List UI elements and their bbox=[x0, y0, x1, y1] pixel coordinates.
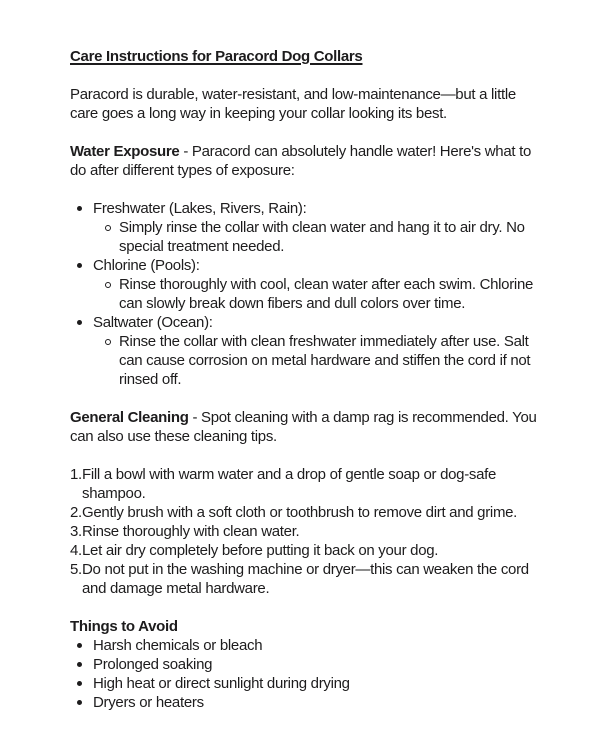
avoid-item-text: High heat or direct sunlight during drying bbox=[93, 675, 350, 692]
list-item-chlorine bbox=[70, 256, 545, 313]
sub-list-item bbox=[93, 275, 545, 313]
avoid-item-text: Harsh chemicals or bleach bbox=[93, 637, 263, 654]
water-exposure-heading: Water Exposure bbox=[70, 143, 180, 160]
cleaning-step-text: Do not put in the washing machine or dryer—this can weaken the cord and damage metal hardware. bbox=[82, 561, 529, 597]
list-item-label: Freshwater (Lakes, Rivers, Rain): bbox=[93, 200, 307, 217]
cleaning-step-text: Rinse thoroughly with clean water. bbox=[82, 523, 300, 540]
sub-list-item-text: Rinse thoroughly with cool, clean water after each swim. Chlorine can slowly break down fibers and dull colors over time. bbox=[119, 276, 534, 312]
sub-list-item bbox=[93, 218, 545, 256]
cleaning-step bbox=[70, 560, 545, 598]
freshwater-sub-list bbox=[93, 218, 545, 256]
cleaning-step-text: Fill a bowl with warm water and a drop of gentle soap or dog-safe shampoo. bbox=[82, 466, 497, 502]
cleaning-step-text: Gently brush with a soft cloth or toothbrush to remove dirt and grime. bbox=[82, 504, 518, 521]
cleaning-step bbox=[70, 522, 545, 541]
sub-list-item bbox=[93, 332, 545, 389]
avoid-item bbox=[70, 655, 545, 674]
general-cleaning-lead: - Spot cleaning with a damp rag is recommended. You can also use these cleaning tips. bbox=[70, 409, 537, 445]
things-to-avoid-heading bbox=[70, 617, 545, 636]
sub-list-item-text: Rinse the collar with clean freshwater immediately after use. Salt can cause corrosion on metal hardware and stiffen the cord if not rinsed off. bbox=[119, 333, 531, 388]
cleaning-step bbox=[70, 503, 545, 522]
general-cleaning-heading: General Cleaning bbox=[70, 409, 189, 426]
general-cleaning-paragraph bbox=[70, 408, 545, 446]
water-exposure-lead: - Paracord can absolutely handle water! Here's what to do after different types of exposure: bbox=[70, 143, 532, 179]
avoid-item bbox=[70, 674, 545, 693]
list-item-label: Chlorine (Pools): bbox=[93, 257, 200, 274]
cleaning-step bbox=[70, 465, 545, 503]
list-item-freshwater bbox=[70, 199, 545, 256]
water-exposure-list bbox=[70, 199, 545, 389]
cleaning-steps-list bbox=[70, 465, 545, 598]
avoid-item-text: Prolonged soaking bbox=[93, 656, 213, 673]
list-item-label: Saltwater (Ocean): bbox=[93, 314, 213, 331]
water-exposure-paragraph bbox=[70, 142, 545, 180]
cleaning-step-text: Let air dry completely before putting it back on your dog. bbox=[82, 542, 439, 559]
avoid-item bbox=[70, 636, 545, 655]
saltwater-sub-list bbox=[93, 332, 545, 389]
sub-list-item-text: Simply rinse the collar with clean water and hang it to air dry. No special treatment needed. bbox=[119, 219, 525, 255]
avoid-item-text: Dryers or heaters bbox=[93, 694, 204, 711]
avoid-item bbox=[70, 693, 545, 712]
things-to-avoid-heading-text: Things to Avoid bbox=[70, 618, 178, 635]
document-title: Care Instructions for Paracord Dog Collars bbox=[70, 48, 363, 65]
cleaning-step bbox=[70, 541, 545, 560]
intro-paragraph: Paracord is durable, water-resistant, and low-maintenance—but a little care goes a long way in keeping your collar looking its best. bbox=[70, 86, 516, 122]
things-to-avoid-list bbox=[70, 636, 545, 712]
list-item-saltwater bbox=[70, 313, 545, 389]
chlorine-sub-list bbox=[93, 275, 545, 313]
